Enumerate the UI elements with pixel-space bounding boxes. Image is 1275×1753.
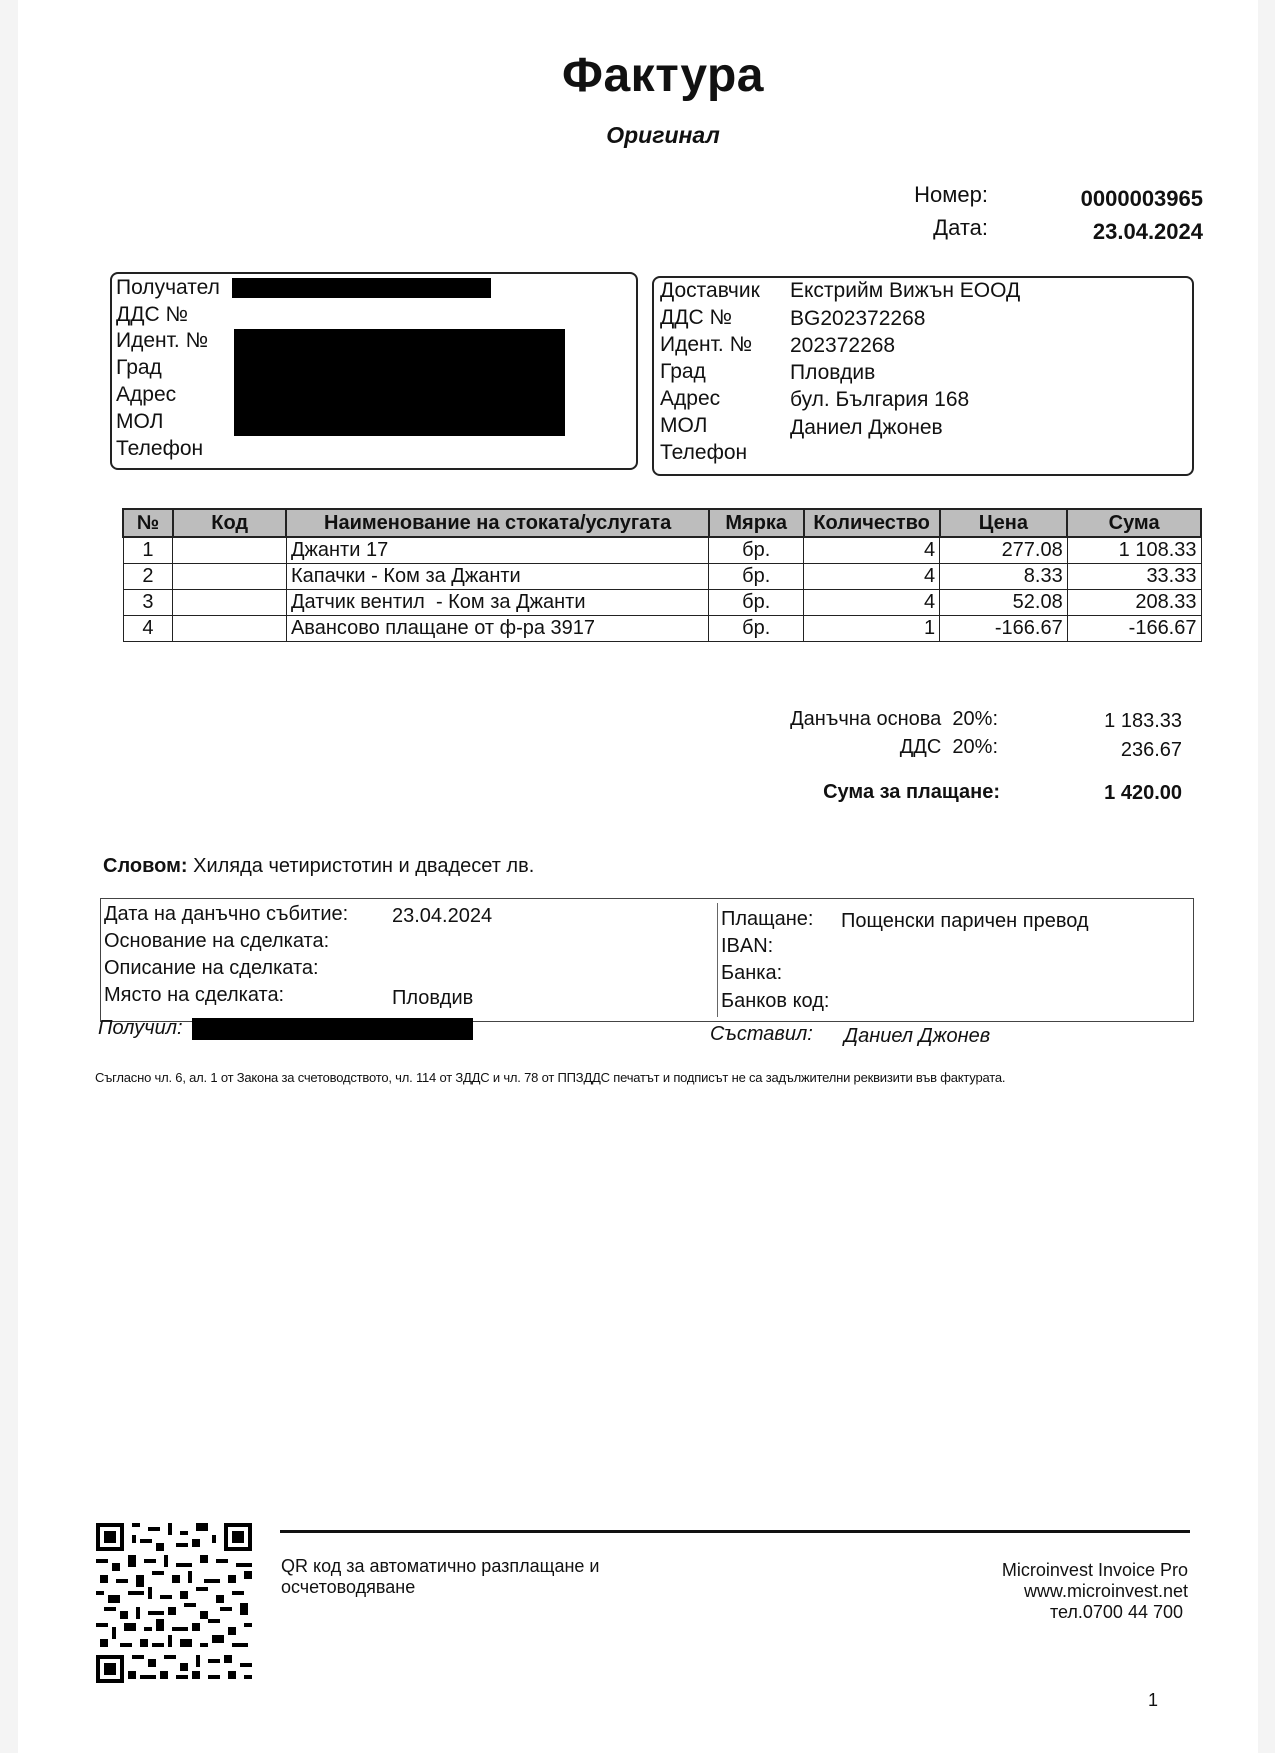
received-by-label: Получил: bbox=[98, 1017, 183, 1039]
software-name: Microinvest Invoice Pro bbox=[1001, 1560, 1188, 1580]
compiled-by-label: Съставил: bbox=[710, 1023, 813, 1045]
iban-label: IBAN: bbox=[721, 935, 774, 957]
items-table bbox=[122, 508, 1202, 642]
column-header-name: Наименование на стоката/услугата bbox=[286, 509, 708, 537]
supplier-id: 202372268 bbox=[790, 334, 896, 357]
table-row bbox=[123, 563, 1201, 589]
info-divider bbox=[717, 903, 718, 1017]
recipient-city-label: Град bbox=[116, 356, 162, 379]
supplier-label: Доставчик bbox=[660, 279, 760, 302]
page-number: 1 bbox=[1148, 1690, 1159, 1710]
footer-rule bbox=[280, 1530, 1190, 1533]
table-row bbox=[123, 589, 1201, 615]
invoice-date-label: Дата: bbox=[933, 215, 988, 240]
tax-base-value: 1 183.33 bbox=[1104, 710, 1182, 732]
transaction-description-label: Описание на сделката: bbox=[104, 957, 319, 979]
transaction-info-box bbox=[100, 898, 1194, 1022]
column-header-code: Код bbox=[173, 509, 287, 537]
invoice-date: 23.04.2024 bbox=[1092, 219, 1203, 244]
in-words bbox=[103, 855, 534, 878]
cell-unit: бр. bbox=[709, 615, 804, 641]
in-words-text: Хиляда четиристотин и двадесет лв. bbox=[193, 855, 535, 877]
recipient-vat-label: ДДС № bbox=[116, 303, 188, 326]
redacted-received-by bbox=[192, 1018, 473, 1040]
table-header-row bbox=[123, 509, 1201, 537]
cell-no: 3 bbox=[123, 589, 173, 615]
transaction-place: Пловдив bbox=[392, 987, 474, 1009]
recipient-id-label: Идент. № bbox=[116, 329, 209, 352]
qr-code-icon bbox=[96, 1523, 252, 1683]
invoice-number: 0000003965 bbox=[1080, 186, 1203, 211]
payment-qr-code bbox=[96, 1523, 252, 1683]
cell-sum: -166.67 bbox=[1067, 615, 1201, 641]
total-value: 1 420.00 bbox=[1104, 782, 1182, 804]
software-info bbox=[888, 1560, 1188, 1623]
recipient-label: Получател bbox=[116, 276, 220, 299]
transaction-place-label: Място на сделката: bbox=[104, 984, 285, 1006]
redacted-recipient-name bbox=[232, 278, 491, 298]
compiled-by: Даниел Джонев bbox=[844, 1025, 991, 1047]
vat-label: ДДС 20%: bbox=[899, 736, 998, 758]
supplier-city-label: Град bbox=[660, 360, 706, 383]
recipient-mol-label: МОЛ bbox=[116, 410, 164, 433]
table-row bbox=[123, 615, 1201, 641]
copy-type: Оригинал bbox=[606, 122, 720, 148]
bank-code-label: Банков код: bbox=[721, 990, 830, 1012]
cell-name: Датчик вентил - Ком за Джанти bbox=[286, 589, 708, 615]
cell-sum: 33.33 bbox=[1067, 563, 1201, 589]
column-header-price: Цена bbox=[940, 509, 1068, 537]
vat-value: 236.67 bbox=[1120, 739, 1182, 761]
supplier-address: бул. България 168 bbox=[790, 388, 970, 411]
column-header-sum: Сума bbox=[1067, 509, 1201, 537]
supplier-vat: BG202372268 bbox=[790, 307, 926, 330]
tax-base-label: Данъчна основа 20%: bbox=[790, 708, 998, 730]
cell-name: Капачки - Ком за Джанти bbox=[286, 563, 708, 589]
bank-label: Банка: bbox=[721, 962, 783, 984]
software-phone: тел.0700 44 700 bbox=[1049, 1602, 1183, 1622]
cell-qty: 4 bbox=[804, 589, 940, 615]
recipient-phone-label: Телефон bbox=[116, 437, 204, 460]
supplier-name: Екстрийм Вижън ЕООД bbox=[790, 279, 1021, 302]
software-website: www.microinvest.net bbox=[1023, 1581, 1188, 1601]
cell-unit: бр. bbox=[709, 589, 804, 615]
payment-method: Пощенски паричен превод bbox=[841, 910, 1089, 932]
tax-event-date: 23.04.2024 bbox=[392, 905, 493, 927]
invoice-number-label: Номер: bbox=[914, 182, 988, 207]
redacted-recipient-details bbox=[234, 329, 565, 436]
total-label: Сума за плащане: bbox=[823, 781, 1000, 803]
cell-qty: 4 bbox=[804, 563, 940, 589]
cell-sum: 208.33 bbox=[1067, 589, 1201, 615]
cell-code bbox=[173, 615, 287, 641]
supplier-box bbox=[652, 276, 1194, 476]
legal-note: Съгласно чл. 6, ал. 1 от Закона за счетоводството, чл. 114 от ЗДДС и чл. 78 от ППЗДДС печатът и подписът не са задължителни реквизити във фактурата. bbox=[95, 1070, 1006, 1085]
cell-price: 277.08 bbox=[940, 537, 1068, 563]
supplier-vat-label: ДДС № bbox=[660, 306, 732, 329]
cell-no: 1 bbox=[123, 537, 173, 563]
table-row bbox=[123, 537, 1201, 563]
column-header-unit: Мярка bbox=[709, 509, 804, 537]
cell-code bbox=[173, 537, 287, 563]
cell-price: 8.33 bbox=[940, 563, 1068, 589]
invoice-page bbox=[18, 0, 1258, 1753]
cell-name: Авансово плащане от ф-ра 3917 bbox=[286, 615, 708, 641]
supplier-id-label: Идент. № bbox=[660, 333, 753, 356]
document-title: Фактура bbox=[562, 49, 764, 102]
recipient-address-label: Адрес bbox=[116, 383, 177, 406]
cell-unit: бр. bbox=[709, 537, 804, 563]
supplier-mol: Даниел Джонев bbox=[790, 416, 943, 439]
tax-event-date-label: Дата на данъчно събитие: bbox=[104, 903, 349, 925]
recipient-box bbox=[110, 272, 638, 470]
cell-no: 4 bbox=[123, 615, 173, 641]
payment-label: Плащане: bbox=[721, 908, 814, 930]
cell-code bbox=[173, 589, 287, 615]
qr-caption-line2: осчетоводяване bbox=[281, 1577, 416, 1597]
qr-caption-line1: QR код за автоматично разплащане и bbox=[281, 1556, 600, 1576]
in-words-label: Словом: bbox=[103, 855, 188, 877]
supplier-mol-label: МОЛ bbox=[660, 414, 708, 437]
qr-caption bbox=[281, 1556, 599, 1598]
cell-qty: 1 bbox=[804, 615, 940, 641]
supplier-address-label: Адрес bbox=[660, 387, 721, 410]
column-header-no: № bbox=[123, 509, 173, 537]
column-header-qty: Количество bbox=[804, 509, 940, 537]
cell-name: Джанти 17 bbox=[286, 537, 708, 563]
transaction-basis-label: Основание на сделката: bbox=[104, 930, 330, 952]
cell-code bbox=[173, 563, 287, 589]
cell-qty: 4 bbox=[804, 537, 940, 563]
cell-unit: бр. bbox=[709, 563, 804, 589]
supplier-phone-label: Телефон bbox=[660, 441, 748, 464]
cell-price: 52.08 bbox=[940, 589, 1068, 615]
cell-sum: 1 108.33 bbox=[1067, 537, 1201, 563]
cell-price: -166.67 bbox=[940, 615, 1068, 641]
cell-no: 2 bbox=[123, 563, 173, 589]
supplier-city: Пловдив bbox=[790, 361, 876, 384]
